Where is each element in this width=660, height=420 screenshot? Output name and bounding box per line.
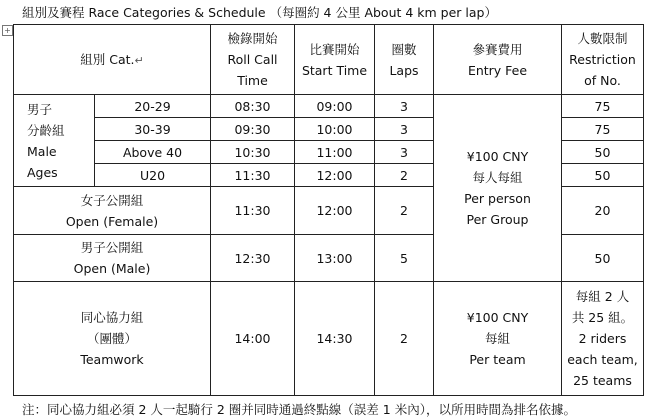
header-entry-fee: 參賽費用 Entry Fee bbox=[434, 25, 562, 95]
team-limit-cell: 每組 2 人 共 25 組。 2 riders each team, 25 teams bbox=[562, 282, 644, 396]
age-cell: U20 bbox=[95, 164, 211, 187]
laps-cell: 2 bbox=[375, 164, 434, 187]
open-female-label: 女子公開組 Open (Female) bbox=[14, 187, 211, 235]
roll-call-cell: 09:30 bbox=[211, 118, 295, 141]
start-time-cell: 09:00 bbox=[295, 95, 375, 118]
footnote: 注：同心協力組必須 2 人一起騎行 2 圈并同時通過終點線（誤差 1 米內），以所用時間為排名依據。 bbox=[22, 402, 576, 417]
limit-cell: 75 bbox=[562, 95, 644, 118]
teamwork-label: 同心協力組 （團體） Teamwork bbox=[14, 282, 211, 396]
header-roll-call: 檢錄開始 Roll Call Time bbox=[211, 25, 295, 95]
open-male-label: 男子公開組 Open (Male) bbox=[14, 235, 211, 282]
start-time-cell: 11:00 bbox=[295, 141, 375, 164]
header-category: 組別 Cat.↵ bbox=[14, 25, 211, 95]
document-title: 組別及賽程 Race Categories & Schedule （每圈約 4 公里 About 4 km per lap） bbox=[22, 5, 497, 20]
table-row bbox=[14, 282, 644, 396]
age-cell: 30-39 bbox=[95, 118, 211, 141]
limit-cell: 50 bbox=[562, 141, 644, 164]
individual-entry-fee: ¥100 CNY 每人每組 Per person Per Group bbox=[434, 95, 562, 282]
laps-cell: 5 bbox=[375, 235, 434, 282]
limit-cell: 20 bbox=[562, 187, 644, 235]
start-time-cell: 12:00 bbox=[295, 187, 375, 235]
team-entry-fee: ¥100 CNY 每組 Per team bbox=[434, 282, 562, 396]
header-restriction: 人數限制 Restriction of No. bbox=[562, 25, 644, 95]
start-time-cell: 12:00 bbox=[295, 164, 375, 187]
laps-cell: 2 bbox=[375, 282, 434, 396]
start-time-cell: 13:00 bbox=[295, 235, 375, 282]
roll-call-cell: 10:30 bbox=[211, 141, 295, 164]
laps-cell: 3 bbox=[375, 141, 434, 164]
limit-cell: 50 bbox=[562, 235, 644, 282]
roll-call-cell: 14:00 bbox=[211, 282, 295, 396]
header-start-time: 比賽開始 Start Time bbox=[295, 25, 375, 95]
roll-call-cell: 08:30 bbox=[211, 95, 295, 118]
age-cell: Above 40 bbox=[95, 141, 211, 164]
roll-call-cell: 11:30 bbox=[211, 187, 295, 235]
header-laps: 圈數 Laps bbox=[375, 25, 434, 95]
roll-call-cell: 12:30 bbox=[211, 235, 295, 282]
laps-cell: 3 bbox=[375, 95, 434, 118]
male-age-group-label: 男子 分齡組 Male Ages bbox=[14, 95, 95, 187]
roll-call-cell: 11:30 bbox=[211, 164, 295, 187]
start-time-cell: 14:30 bbox=[295, 282, 375, 396]
age-cell: 20-29 bbox=[95, 95, 211, 118]
start-time-cell: 10:00 bbox=[295, 118, 375, 141]
race-schedule-table bbox=[13, 24, 644, 396]
table-row bbox=[14, 95, 644, 118]
table-move-handle-icon[interactable]: + bbox=[2, 25, 13, 36]
laps-cell: 2 bbox=[375, 187, 434, 235]
limit-cell: 75 bbox=[562, 118, 644, 141]
header-row bbox=[14, 25, 644, 95]
laps-cell: 3 bbox=[375, 118, 434, 141]
limit-cell: 50 bbox=[562, 164, 644, 187]
